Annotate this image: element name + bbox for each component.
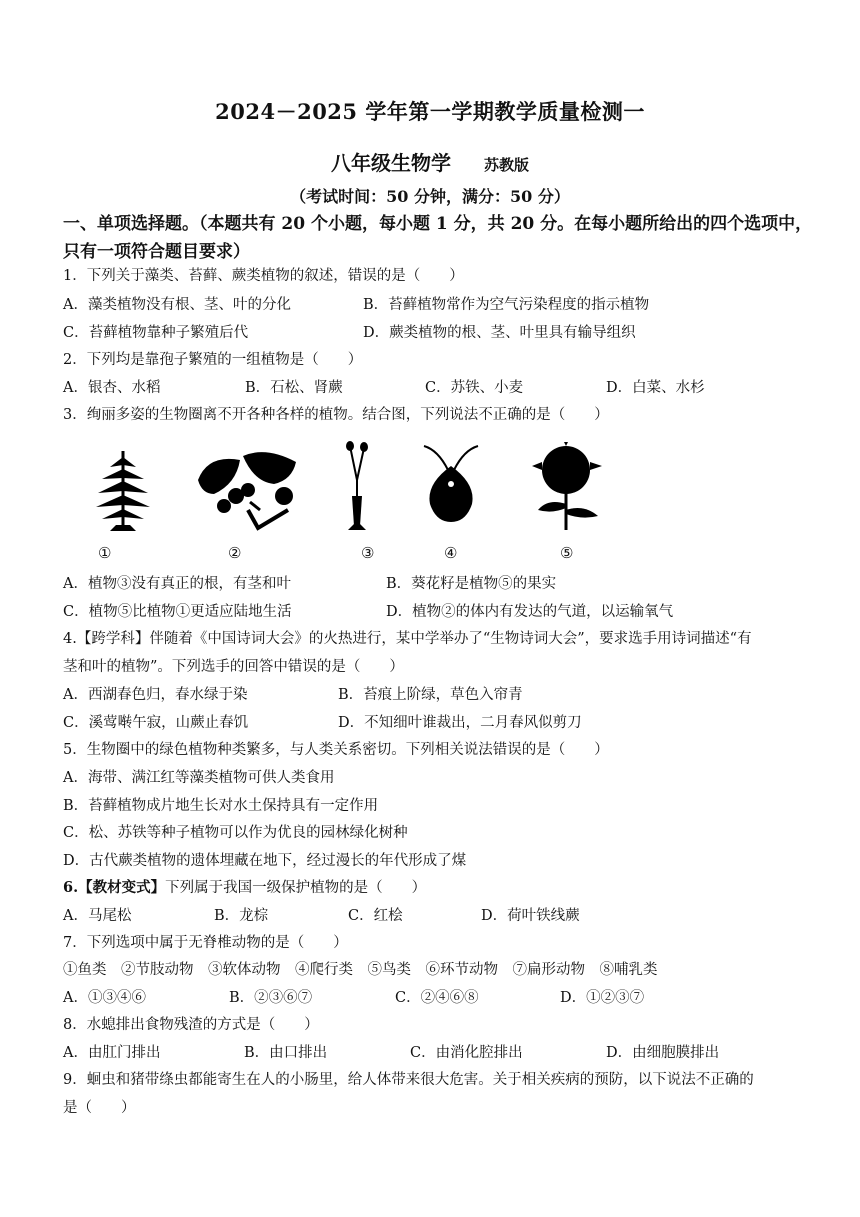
q3-option-b: B．葵花籽是植物⑤的果实 (386, 576, 557, 592)
figure-label-5: ⑤ (560, 544, 574, 562)
question-7-list: ①鱼类 ②节肢动物 ③软体动物 ④爬行类 ⑤鸟类 ⑥环节动物 ⑦扁形动物 ⑧哺乳类 (63, 962, 658, 978)
ginkgo-plant-figure (188, 450, 308, 532)
figure-label-3: ③ (361, 544, 375, 562)
moss-plant-figure (340, 440, 374, 532)
q3-option-d: D．植物②的体内有发达的气道，以运输氧气 (386, 604, 674, 620)
q4-option-a: A．西湖春色归，春水绿于染 (63, 687, 248, 703)
question-8-stem: 8．水螅排出食物残渣的方式是（ ） (63, 1017, 319, 1033)
q6-option-d: D．荷叶铁线蕨 (481, 908, 580, 924)
subject-name: 八年级生物学 (331, 151, 451, 175)
figure-label-4: ④ (444, 544, 458, 562)
q5-option-b: B．苔藓植物成片地生长对水土保持具有一定作用 (63, 798, 379, 814)
question-4-stem-line2: 茎和叶的植物”。下列选手的回答中错误的是（ ） (63, 659, 404, 675)
sunflower-plant-figure (528, 442, 608, 532)
question-9-stem-line2: 是（ ） (63, 1100, 136, 1116)
q4-option-b: B．苔痕上阶绿，草色入帘青 (338, 687, 523, 703)
q1-option-d: D．蕨类植物的根、茎、叶里具有输导组织 (363, 325, 636, 341)
question-5-stem: 5．生物圈中的绿色植物种类繁多，与人类关系密切。下列相关说法错误的是（ ） (63, 742, 609, 758)
question-7-stem: 7．下列选项中属于无脊椎动物的是（ ） (63, 935, 348, 951)
q2-option-a: A．银杏、水稻 (63, 380, 161, 396)
q8-option-a: A．由肛门排出 (63, 1045, 161, 1061)
question-1-stem: 1．下列关于藻类、苔藓、蕨类植物的叙述，错误的是（ ） (63, 268, 464, 284)
q1-option-c: C．苔藓植物靠种子繁殖后代 (63, 325, 249, 341)
question-6-tag: 6.【教材变式】 (63, 879, 166, 896)
q2-option-c: C．苏铁、小麦 (425, 380, 524, 396)
section-heading (63, 210, 823, 266)
q7-option-b: B．②③⑥⑦ (229, 990, 313, 1006)
section-heading-line1: 一、单项选择题。（本题共有 20 个小题，每小题 1 分，共 20 分。在每小题所给出的四个选项中， (63, 214, 813, 234)
question-4-stem-line1: 4.【跨学科】伴随着《中国诗词大会》的火热进行，某中学举办了“生物诗词大会”，要求选手用诗词描述“有 (63, 631, 752, 647)
q2-option-d: D．白菜、水杉 (606, 380, 705, 396)
q1-option-a: A．藻类植物没有根、茎、叶的分化 (63, 297, 291, 313)
exam-info: （考试时间：50 分钟，满分：50 分） (290, 187, 570, 206)
exam-subtitle (0, 147, 860, 176)
question-2-stem: 2．下列均是靠孢子繁殖的一组植物是（ ） (63, 352, 363, 368)
section-heading-line2: 只有一项符合题目要求） (63, 242, 250, 262)
q5-option-a: A．海带、满江红等藻类植物可供人类食用 (63, 770, 335, 786)
q4-option-c: C．溪莺啭午寂，山蕨止春饥 (63, 715, 249, 731)
q1-option-b: B．苔藓植物常作为空气污染程度的指示植物 (363, 297, 650, 313)
q3-option-a: A．植物③没有真正的根，有茎和叶 (63, 576, 291, 592)
alga-plant-figure (418, 440, 484, 524)
q3-option-c: C．植物⑤比植物①更适应陆地生活 (63, 604, 292, 620)
q8-option-b: B．由口排出 (244, 1045, 328, 1061)
q6-option-a: A．马尾松 (63, 908, 132, 924)
question-6-stem (63, 876, 426, 897)
fern-plant-figure (88, 445, 158, 533)
edition-label: 苏教版 (483, 156, 529, 174)
exam-title: 2024－2025 学年第一学期教学质量检测一 (215, 99, 645, 124)
q5-option-c: C．松、苏铁等种子植物可以作为优良的园林绿化树种 (63, 825, 408, 841)
question-9-stem-line1: 9．蛔虫和猪带绦虫都能寄生在人的小肠里，给人体带来很大危害。关于相关疾病的预防，以下说法不正确的 (63, 1072, 754, 1088)
question-3-stem: 3．绚丽多姿的生物圈离不开各种各样的植物。结合图，下列说法不正确的是（ ） (63, 407, 609, 423)
q7-option-c: C．②④⑥⑧ (395, 990, 479, 1006)
q5-option-d: D．古代蕨类植物的遗体埋藏在地下，经过漫长的年代形成了煤 (63, 853, 467, 869)
question-6-text: 下列属于我国一级保护植物的是（ ） (165, 880, 427, 896)
q2-option-b: B．石松、肾蕨 (245, 380, 343, 396)
q6-option-c: C．红桧 (348, 908, 403, 924)
q4-option-d: D．不知细叶谁裁出，二月春风似剪刀 (338, 715, 582, 731)
q8-option-c: C．由消化腔排出 (410, 1045, 523, 1061)
q6-option-b: B．龙棕 (214, 908, 269, 924)
figure-label-1: ① (98, 544, 112, 562)
q7-option-d: D．①②③⑦ (560, 990, 645, 1006)
q8-option-d: D．由细胞膜排出 (606, 1045, 720, 1061)
q7-option-a: A．①③④⑥ (63, 990, 146, 1006)
figure-label-2: ② (228, 544, 242, 562)
